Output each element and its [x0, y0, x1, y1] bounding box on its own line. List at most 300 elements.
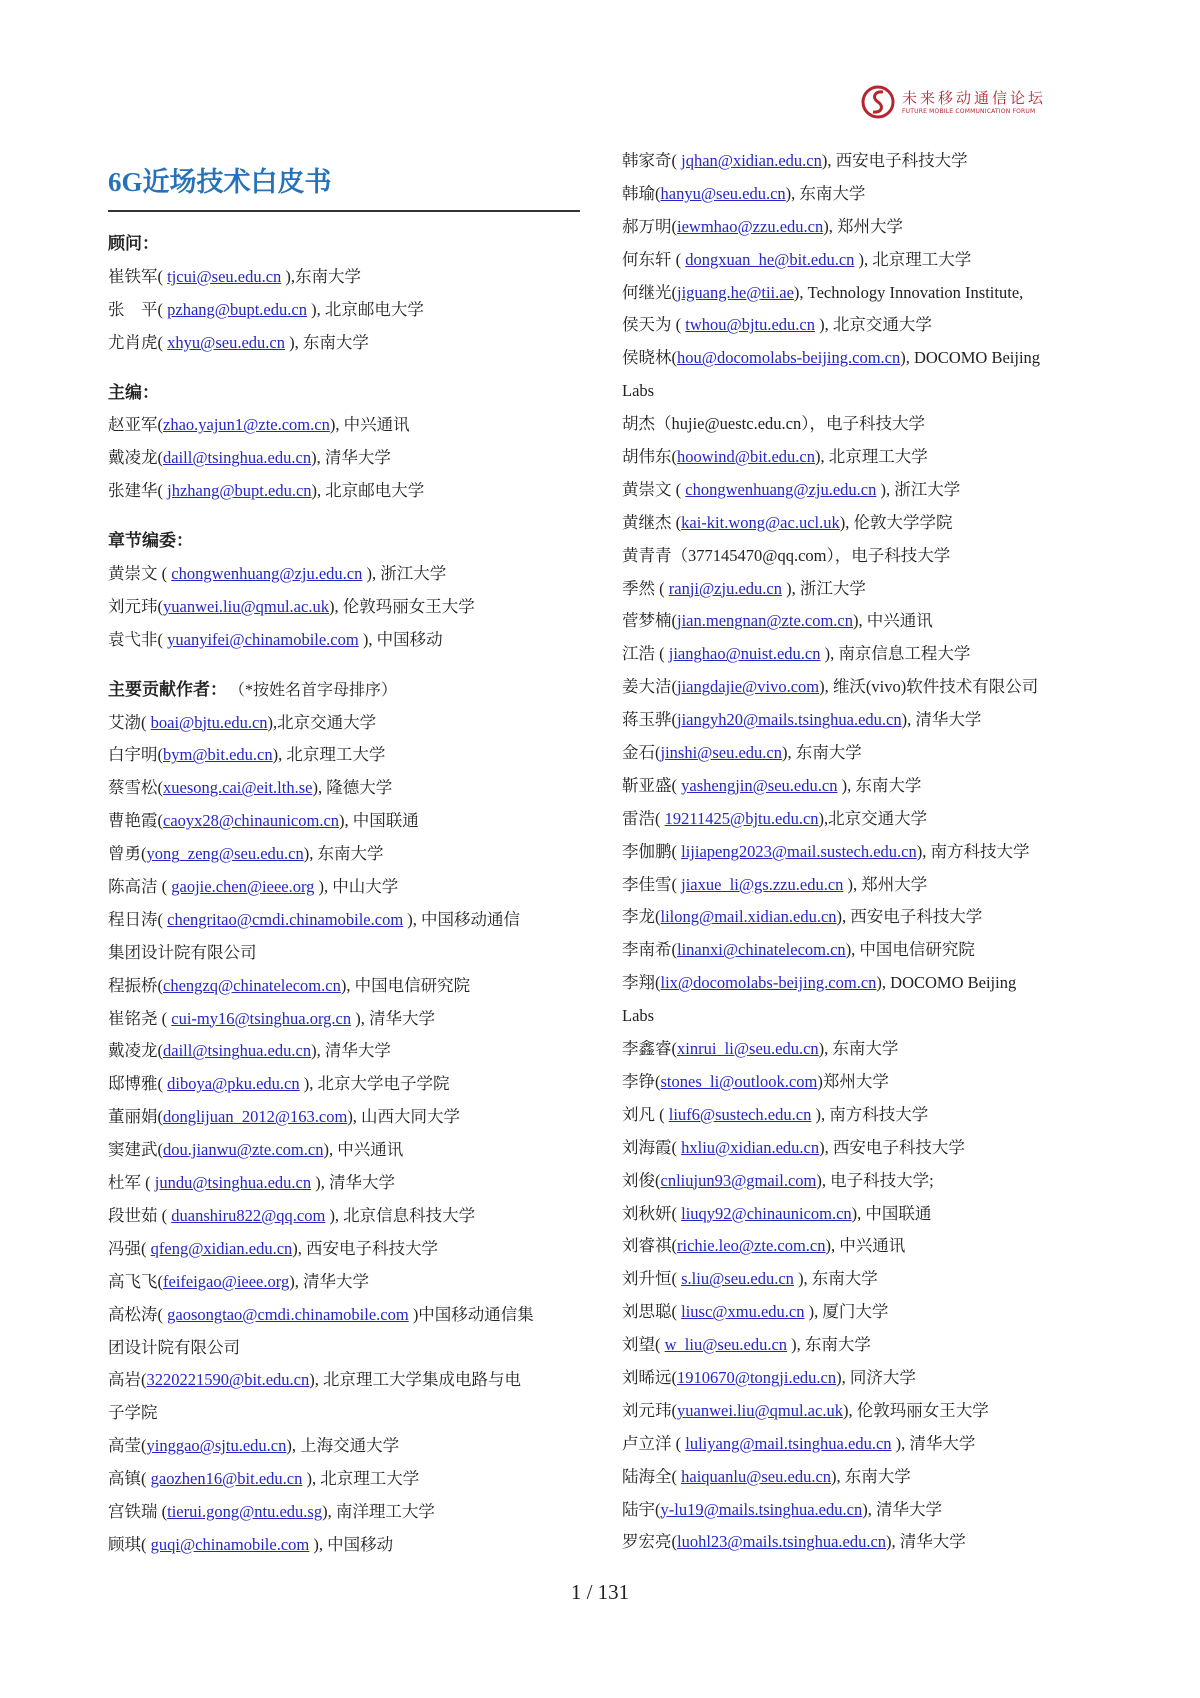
contributor-affiliation: ), 中国电信研究院 — [340, 975, 471, 995]
contributor-affiliation: ), 西安电子科技大学 — [292, 1238, 439, 1258]
email-link[interactable]: haiquanlu@seu.edu.cn — [681, 1466, 832, 1486]
contributor-name: 李佳雪( — [622, 874, 682, 894]
contributor-line — [108, 1463, 588, 1496]
contributor-affiliation: ), 西安电子科技大学 — [836, 907, 983, 927]
email-link[interactable]: jqhan@xidian.edu.cn — [681, 151, 822, 170]
contributor-affiliation: ), 伦敦玛丽女王大学 — [328, 596, 475, 616]
contributor-affiliation: )郑州大学 — [817, 1071, 889, 1091]
contributor-name: 子学院 — [108, 1403, 158, 1423]
contributor-name: 戴凌龙( — [108, 448, 163, 468]
contributor-line — [108, 937, 588, 970]
contributor-affiliation: ),北京交通大学 — [267, 712, 377, 732]
contributor-line — [622, 836, 1102, 869]
email-link[interactable]: pzhang@bupt.edu.cn — [167, 299, 307, 319]
email-link[interactable]: 3220221590@bit.edu.cn — [146, 1370, 310, 1390]
left-column — [108, 228, 588, 1579]
email-link[interactable]: lilong@mail.xidian.edu.cn — [660, 907, 837, 927]
contributor-affiliation: ), 东南大学 — [831, 1466, 911, 1486]
contributor-line — [622, 474, 1102, 507]
contributor-line — [622, 1099, 1102, 1132]
contributor-line — [622, 1395, 1102, 1428]
contributor-affiliation: ), 厦门大学 — [804, 1302, 889, 1322]
contributor-line — [108, 261, 588, 294]
contributor-name: 程日涛( — [108, 909, 168, 929]
contributor-line — [622, 1198, 1102, 1231]
email-link[interactable]: y-lu19@mails.tsinghua.edu.cn — [660, 1499, 863, 1519]
contributor-line — [622, 342, 1102, 375]
contributor-line — [622, 211, 1102, 244]
contributor-name: 邸博雅( — [108, 1074, 168, 1094]
contributor-line — [622, 1033, 1102, 1066]
contributor-name: 刘睿祺( — [622, 1236, 677, 1256]
email-link[interactable]: chengritao@cmdi.chinamobile.com — [167, 909, 404, 929]
contributor-name: 韩家奇( — [622, 151, 682, 170]
email-link[interactable]: iewmhao@zzu.edu.cn — [677, 216, 824, 236]
contributor-affiliation: ), 清华大学 — [311, 1041, 391, 1061]
contributor-name: 靳亚盛( — [622, 775, 682, 795]
contributor-name: 李南希( — [622, 940, 677, 960]
contributor-name: 团设计院有限公司 — [108, 1337, 240, 1357]
email-link[interactable]: yuanwei.liu@qmul.ac.uk — [163, 596, 329, 616]
contributor-affiliation: )中国移动通信集 — [408, 1304, 534, 1324]
contributor-name: 高岩( — [108, 1370, 147, 1390]
contributor-line — [622, 638, 1102, 671]
contributor-name: 戴凌龙( — [108, 1041, 163, 1061]
contributor-name: 罗宏亮( — [622, 1532, 677, 1552]
contributor-name: 刘秋妍( — [622, 1203, 682, 1223]
email-link[interactable]: hou@docomolabs-beijing.com.cn — [677, 348, 901, 368]
contributor-name: 李鑫睿( — [622, 1039, 677, 1059]
email-link[interactable]: yuanyifei@chinamobile.com — [167, 629, 359, 649]
contributor-affiliation: ), 浙江大学 — [782, 578, 866, 598]
contributor-affiliation: ), 伦敦玛丽女王大学 — [842, 1400, 989, 1420]
contributor-name: 李翔( — [622, 973, 661, 993]
email-link[interactable]: twhou@bjtu.edu.cn — [685, 315, 816, 335]
email-link[interactable]: stones_li@outlook.com — [660, 1071, 818, 1091]
email-link[interactable]: s.liu@seu.edu.cn — [681, 1269, 794, 1289]
contributor-name: 段世茹 ( — [108, 1205, 172, 1225]
email-link[interactable]: yashengjin@seu.edu.cn — [681, 775, 838, 795]
contributor-affiliation: ), 北京信息科技大学 — [325, 1205, 476, 1225]
contributor-affiliation: ), 清华大学 — [289, 1271, 369, 1291]
email-link[interactable]: dongxuan_he@bit.edu.cn — [685, 249, 855, 269]
contributor-name: 黄崇文 ( — [108, 564, 172, 584]
email-link[interactable]: hoowind@bit.edu.cn — [677, 447, 816, 467]
contributor-name: 袁弋非( — [108, 629, 168, 649]
contributor-line — [108, 970, 588, 1003]
section-2 — [108, 525, 588, 657]
contributor-affiliation: ), 清华大学 — [886, 1532, 966, 1552]
contributor-name: 刘思聪( — [622, 1302, 682, 1322]
contributor-line — [108, 558, 588, 591]
contributor-name: 陆海全( — [622, 1466, 682, 1486]
contributor-name: 江浩 ( — [622, 644, 669, 664]
contributor-affiliation: ), 电子科技大学; — [816, 1170, 934, 1190]
contributor-affiliation: ), 北京大学电子学院 — [299, 1074, 450, 1094]
email-link[interactable]: gaojie.chen@ieee.org — [171, 877, 315, 897]
contributor-line — [108, 409, 588, 442]
contributor-line — [622, 1000, 1102, 1033]
contributor-line — [622, 573, 1102, 606]
email-link[interactable]: linanxi@chinatelecom.cn — [677, 940, 846, 960]
contributor-line — [108, 1332, 588, 1365]
contributor-name: 金石( — [622, 743, 661, 763]
contributor-line — [108, 1529, 588, 1562]
contributor-name: 侯天为 ( — [622, 315, 686, 335]
email-link[interactable]: hanyu@seu.edu.cn — [660, 183, 786, 203]
contributor-name: 高莹( — [108, 1436, 147, 1456]
contributor-line — [108, 1299, 588, 1332]
contributor-line — [108, 1068, 588, 1101]
section-heading-text: 主要贡献作者： — [108, 679, 227, 700]
email-link[interactable]: w_liu@seu.edu.cn — [664, 1335, 788, 1355]
contributor-line — [108, 838, 588, 871]
contributor-affiliation: ), 郑州大学 — [843, 874, 928, 894]
email-link[interactable]: jundu@tsinghua.edu.cn — [154, 1173, 312, 1193]
page-number: 1 / 131 — [570, 1580, 630, 1604]
contributor-line — [622, 605, 1102, 638]
contributor-line — [622, 671, 1102, 704]
contributor-line — [622, 178, 1102, 211]
contributor-line — [622, 869, 1102, 902]
contributor-affiliation: ), 中国电信研究院 — [845, 940, 975, 960]
contributor-affiliation: ), 中国移动 — [309, 1534, 394, 1554]
email-link[interactable]: jiangdajie@vivo.com — [677, 677, 820, 697]
contributor-line — [108, 1003, 588, 1036]
email-link[interactable]: caoyx28@chinaunicom.cn — [163, 811, 340, 831]
contributor-name: 蔡雪松( — [108, 778, 163, 798]
contributor-affiliation: ), 南方科技大学 — [916, 841, 1030, 861]
contributor-affiliation: ), 中国移动通信 — [403, 909, 521, 929]
contributor-affiliation: ), 伦敦大学学院 — [839, 512, 953, 532]
contributor-line — [108, 591, 588, 624]
contributor-line — [622, 1165, 1102, 1198]
contributor-affiliation: ), 南京信息工程大学 — [820, 644, 971, 664]
contributor-line — [622, 901, 1102, 934]
contributor-line — [108, 1430, 588, 1463]
contributor-line — [622, 408, 1102, 441]
contributor-line — [108, 1167, 588, 1200]
contributor-affiliation: ), 山西大同大学 — [347, 1107, 461, 1127]
contributor-affiliation: ), Technology Innovation Institute, — [793, 282, 1024, 302]
contributor-line — [622, 375, 1102, 408]
contributor-name: 张 平( — [108, 299, 168, 319]
contributor-affiliation: ), 北京邮电大学 — [306, 299, 424, 319]
contributor-line — [108, 442, 588, 475]
contributor-affiliation: ), 南方科技大学 — [811, 1104, 929, 1124]
contributor-affiliation: ), 同济大学 — [836, 1367, 916, 1387]
contributor-affiliation: ), 北京理工大学集成电路与电 — [309, 1370, 522, 1390]
forum-logo — [860, 82, 1060, 122]
contributor-affiliation: ), 东南大学 — [793, 1269, 878, 1289]
contributor-name: 刘望( — [622, 1335, 665, 1355]
contributor-line — [622, 1132, 1102, 1165]
email-link[interactable]: tjcui@seu.edu.cn — [167, 266, 282, 286]
contributor-affiliation: ), 东南大学 — [782, 743, 862, 763]
contributor-line — [622, 704, 1102, 737]
contributor-name: 刘海霞( — [622, 1137, 682, 1157]
section-heading-text: 主编： — [108, 382, 159, 403]
contributor-affiliation: ), 东南大学 — [787, 1335, 871, 1355]
contributor-line — [108, 1134, 588, 1167]
email-link[interactable]: tierui.gong@ntu.edu.sg — [167, 1501, 323, 1521]
contributor-affiliation: ), 清华大学 — [901, 710, 982, 730]
contributor-name: 何继光( — [622, 282, 677, 302]
email-link[interactable]: gaosongtao@cmdi.chinamobile.com — [167, 1304, 409, 1324]
email-link[interactable]: bym@bit.edu.cn — [163, 745, 273, 765]
contributor-name: 李伽鹏( — [622, 841, 682, 861]
contributor-name: 刘晞远( — [622, 1367, 677, 1387]
email-link[interactable]: zhao.yajun1@zte.com.cn — [163, 415, 330, 435]
contributor-name: 黄崇文 ( — [622, 479, 686, 499]
contributor-name: 白宇明( — [108, 745, 163, 765]
email-link[interactable]: daill@tsinghua.edu.cn — [163, 448, 312, 468]
contributor-name: 崔铭尧 ( — [108, 1008, 172, 1028]
contributor-line — [622, 540, 1102, 573]
contributor-line — [108, 871, 588, 904]
contributor-line — [622, 1526, 1102, 1559]
email-link[interactable]: xhyu@seu.edu.cn — [167, 332, 285, 352]
email-link[interactable]: hxliu@xidian.edu.cn — [681, 1137, 820, 1157]
email-link[interactable]: jinshi@seu.edu.cn — [660, 743, 783, 763]
contributor-affiliation: ), 中兴通讯 — [825, 1236, 906, 1256]
contributor-name: 张建华( — [108, 481, 168, 501]
email-link[interactable]: 1910670@tongji.edu.cn — [677, 1367, 837, 1387]
contributor-line — [622, 934, 1102, 967]
email-link[interactable]: chongwenhuang@zju.edu.cn — [171, 564, 363, 584]
contributor-name: 陈高洁 ( — [108, 877, 172, 897]
email-link[interactable]: boai@bjtu.edu.cn — [150, 712, 268, 732]
contributor-name: 侯晓林( — [622, 348, 677, 368]
contributor-line — [108, 327, 588, 360]
email-link[interactable]: cnliujun93@gmail.com — [660, 1170, 817, 1190]
contributor-affiliation: ), 北京理工大学 — [815, 447, 928, 467]
contributor-name: 董丽娟( — [108, 1107, 163, 1127]
email-link[interactable]: liuqy92@chinaunicom.cn — [681, 1203, 852, 1223]
contributor-name: 菅梦楠( — [622, 611, 677, 631]
contributor-line — [622, 803, 1102, 836]
contributor-name: 集团设计院有限公司 — [108, 942, 257, 962]
contributor-name: 高镇( — [108, 1469, 151, 1489]
email-link[interactable]: jianghao@nuist.edu.cn — [668, 644, 821, 664]
email-link[interactable]: daill@tsinghua.edu.cn — [163, 1041, 312, 1061]
contributor-line — [622, 1296, 1102, 1329]
email-link[interactable]: 19211425@bjtu.edu.cn — [664, 808, 819, 828]
contributor-name: 高松涛( — [108, 1304, 168, 1324]
contributor-line — [108, 294, 588, 327]
email-link[interactable]: lix@docomolabs-beijing.com.cn — [660, 973, 877, 993]
contributor-line — [622, 770, 1102, 803]
contributor-line — [108, 1035, 588, 1068]
contributor-line — [622, 1263, 1102, 1296]
contributor-name: 顾琪( — [108, 1534, 151, 1554]
contributor-affiliation: ),东南大学 — [281, 266, 362, 286]
contributor-name: 刘元玮( — [622, 1400, 677, 1420]
contributor-name: 姜大洁( — [622, 677, 677, 697]
contributor-name: 胡伟东( — [622, 447, 677, 467]
email-link[interactable]: guqi@chinamobile.com — [150, 1534, 310, 1554]
contributor-line — [622, 1461, 1102, 1494]
contributor-line — [622, 1329, 1102, 1362]
contributor-line — [108, 904, 588, 937]
contributor-name: 崔铁军( — [108, 266, 168, 286]
contributor-affiliation: ), 清华大学 — [862, 1499, 942, 1519]
contributor-name: 胡杰（hujie@uestc.edu.cn），电子科技大学 — [622, 414, 925, 434]
contributor-affiliation: ), 中国联通 — [339, 811, 419, 831]
section-heading — [108, 525, 588, 558]
contributor-name: 季然 ( — [622, 578, 669, 598]
email-link[interactable]: liuf6@sustech.edu.cn — [668, 1104, 812, 1124]
email-link[interactable]: yinggao@sjtu.edu.cn — [146, 1436, 287, 1456]
contributor-line — [108, 1364, 588, 1397]
contributor-name: 高飞飞( — [108, 1271, 163, 1291]
email-link[interactable]: yong_zeng@seu.edu.cn — [146, 844, 304, 864]
email-link[interactable]: xinrui_li@seu.edu.cn — [677, 1039, 819, 1059]
contributor-line — [622, 1362, 1102, 1395]
email-link[interactable]: diboya@pku.edu.cn — [167, 1074, 300, 1094]
contributor-name: 刘凡 ( — [622, 1104, 669, 1124]
email-link[interactable]: richie.leo@zte.com.cn — [677, 1236, 826, 1256]
contributor-name: 李龙( — [622, 907, 661, 927]
contributor-name: 刘俊( — [622, 1170, 661, 1190]
logo-english-text: FUTURE MOBILE COMMUNICATION FORUM — [902, 107, 1036, 115]
contributor-name: 曾勇( — [108, 844, 147, 864]
email-link[interactable]: qfeng@xidian.edu.cn — [150, 1238, 293, 1258]
contributor-name: 宫铁瑞 ( — [108, 1501, 168, 1521]
contributor-affiliation: ), 隆德大学 — [312, 778, 393, 798]
contributor-affiliation: ), DOCOMO Beijing — [900, 348, 1041, 368]
contributor-name: 窦建武( — [108, 1140, 163, 1160]
section-heading-note: （*按姓名首字母排序） — [237, 681, 398, 699]
contributor-affiliation: ), 北京理工大学 — [302, 1469, 420, 1489]
contributor-line — [622, 967, 1102, 1000]
email-link[interactable]: chongwenhuang@zju.edu.cn — [685, 479, 877, 499]
contributor-name: 蒋玉骅( — [622, 710, 677, 730]
contributor-line — [108, 1101, 588, 1134]
contributor-line — [622, 441, 1102, 474]
contributor-line — [108, 772, 588, 805]
section-1 — [108, 377, 588, 509]
contributor-affiliation: ), 浙江大学 — [876, 479, 961, 499]
email-link[interactable]: yuanwei.liu@qmul.ac.uk — [677, 1400, 843, 1420]
contributor-affiliation: ), 中山大学 — [314, 877, 399, 897]
contributor-line — [108, 1200, 588, 1233]
section-heading — [108, 674, 588, 707]
contributor-line — [622, 1494, 1102, 1527]
contributor-affiliation: ), 清华大学 — [311, 1173, 395, 1193]
contributor-affiliation: ), 浙江大学 — [362, 564, 447, 584]
email-link[interactable]: duanshiru822@qq.com — [171, 1205, 326, 1225]
contributor-affiliation: ), 中国移动 — [358, 629, 443, 649]
email-link[interactable]: luliyang@mail.tsinghua.edu.cn — [685, 1433, 892, 1453]
contributor-line — [108, 805, 588, 838]
contributor-name: 黄继杰 ( — [622, 512, 682, 532]
contributor-name: Labs — [622, 1006, 655, 1026]
contributor-affiliation: ), 清华大学 — [311, 448, 391, 468]
contributor-name: 何东轩 ( — [622, 249, 686, 269]
contributor-name: 艾渤( — [108, 712, 151, 732]
contributor-affiliation: ), DOCOMO Beijing — [876, 973, 1017, 993]
email-link[interactable]: luohl23@mails.tsinghua.edu.cn — [677, 1532, 887, 1552]
contributor-affiliation: ), 东南大学 — [818, 1039, 899, 1059]
contributor-name: 杜军 ( — [108, 1173, 155, 1193]
contributor-affiliation: ), 郑州大学 — [823, 216, 903, 236]
email-link[interactable]: jiaxue_li@gs.zzu.edu.cn — [681, 874, 844, 894]
email-link[interactable]: jhzhang@bupt.edu.cn — [167, 481, 312, 501]
contributor-line — [108, 707, 588, 740]
contributor-name: 韩瑜( — [622, 183, 661, 203]
email-link[interactable]: chengzq@chinatelecom.cn — [163, 975, 341, 995]
contributor-line — [622, 737, 1102, 770]
contributor-name: 赵亚军( — [108, 415, 163, 435]
contributor-affiliation: ), 维沃(vivo)软件技术有限公司 — [819, 677, 1039, 697]
email-link[interactable]: kai-kit.wong@ac.ucl.uk — [681, 512, 840, 532]
contributor-line — [622, 1428, 1102, 1461]
contributor-line — [622, 1230, 1102, 1263]
contributor-line — [108, 1397, 588, 1430]
contributor-name: 卢立洋 ( — [622, 1433, 686, 1453]
contributor-affiliation: ), 中兴通讯 — [323, 1140, 404, 1160]
document-title: 6G近场技术白皮书 — [108, 167, 332, 197]
contributor-line — [108, 1266, 588, 1299]
contributor-affiliation: ), 中国联通 — [851, 1203, 932, 1223]
contributor-affiliation: ), 东南大学 — [284, 332, 369, 352]
section-3 — [108, 674, 588, 1562]
email-link[interactable]: liusc@xmu.edu.cn — [681, 1302, 805, 1322]
contributor-affiliation: ), 清华大学 — [351, 1008, 435, 1028]
email-link[interactable]: jiguang.he@tii.ae — [677, 282, 794, 302]
contributor-affiliation: ),北京交通大学 — [818, 808, 928, 828]
title-divider — [108, 210, 580, 212]
logo-chinese-text: 未来移动通信论坛 — [902, 88, 1047, 107]
contributor-affiliation: ), 上海交通大学 — [286, 1436, 400, 1456]
contributor-affiliation: ), 北京邮电大学 — [311, 481, 425, 501]
contributor-line — [622, 244, 1102, 277]
forum-logo-icon — [860, 83, 896, 121]
email-link[interactable]: gaozhen16@bit.edu.cn — [150, 1469, 303, 1489]
contributor-line — [622, 145, 1102, 178]
contributor-name: 冯强( — [108, 1238, 151, 1258]
contributor-affiliation: ), 清华大学 — [891, 1433, 976, 1453]
contributor-name: 郝万明( — [622, 216, 677, 236]
section-heading — [108, 377, 588, 410]
email-link[interactable]: ranji@zju.edu.cn — [668, 578, 782, 598]
email-link[interactable]: jian.mengnan@zte.com.cn — [677, 611, 854, 631]
section-heading-text: 章节编委： — [108, 531, 193, 552]
contributor-affiliation: ), 西安电子科技大学 — [821, 151, 968, 170]
email-link[interactable]: xuesong.cai@eit.lth.se — [163, 778, 313, 798]
email-link[interactable]: dou.jianwu@zte.com.cn — [163, 1140, 324, 1160]
contributor-name: 刘元玮( — [108, 596, 163, 616]
contributor-line — [622, 309, 1102, 342]
contributor-name: 刘升恒( — [622, 1269, 682, 1289]
contributor-name: 黄青青（377145470@qq.com），电子科技大学 — [622, 545, 951, 565]
section-heading-text: 顾问： — [108, 234, 159, 254]
contributor-line — [108, 475, 588, 508]
email-link[interactable]: cui-my16@tsinghua.org.cn — [171, 1008, 352, 1028]
right-column — [622, 145, 1102, 1559]
email-link[interactable]: lijiapeng2023@mail.sustech.edu.cn — [681, 841, 917, 861]
email-link[interactable]: feifeigao@ieee.org — [163, 1271, 290, 1291]
contributor-affiliation: ), 南洋理工大学 — [322, 1501, 435, 1521]
section-heading — [108, 228, 588, 261]
email-link[interactable]: jiangyh20@mails.tsinghua.edu.cn — [677, 710, 902, 730]
email-link[interactable]: donglijuan_2012@163.com — [163, 1107, 348, 1127]
contributor-affiliation: ), 北京理工大学 — [272, 745, 386, 765]
contributor-line — [108, 624, 588, 657]
contributor-name: 曹艳霞( — [108, 811, 163, 831]
contributor-line — [108, 1496, 588, 1529]
